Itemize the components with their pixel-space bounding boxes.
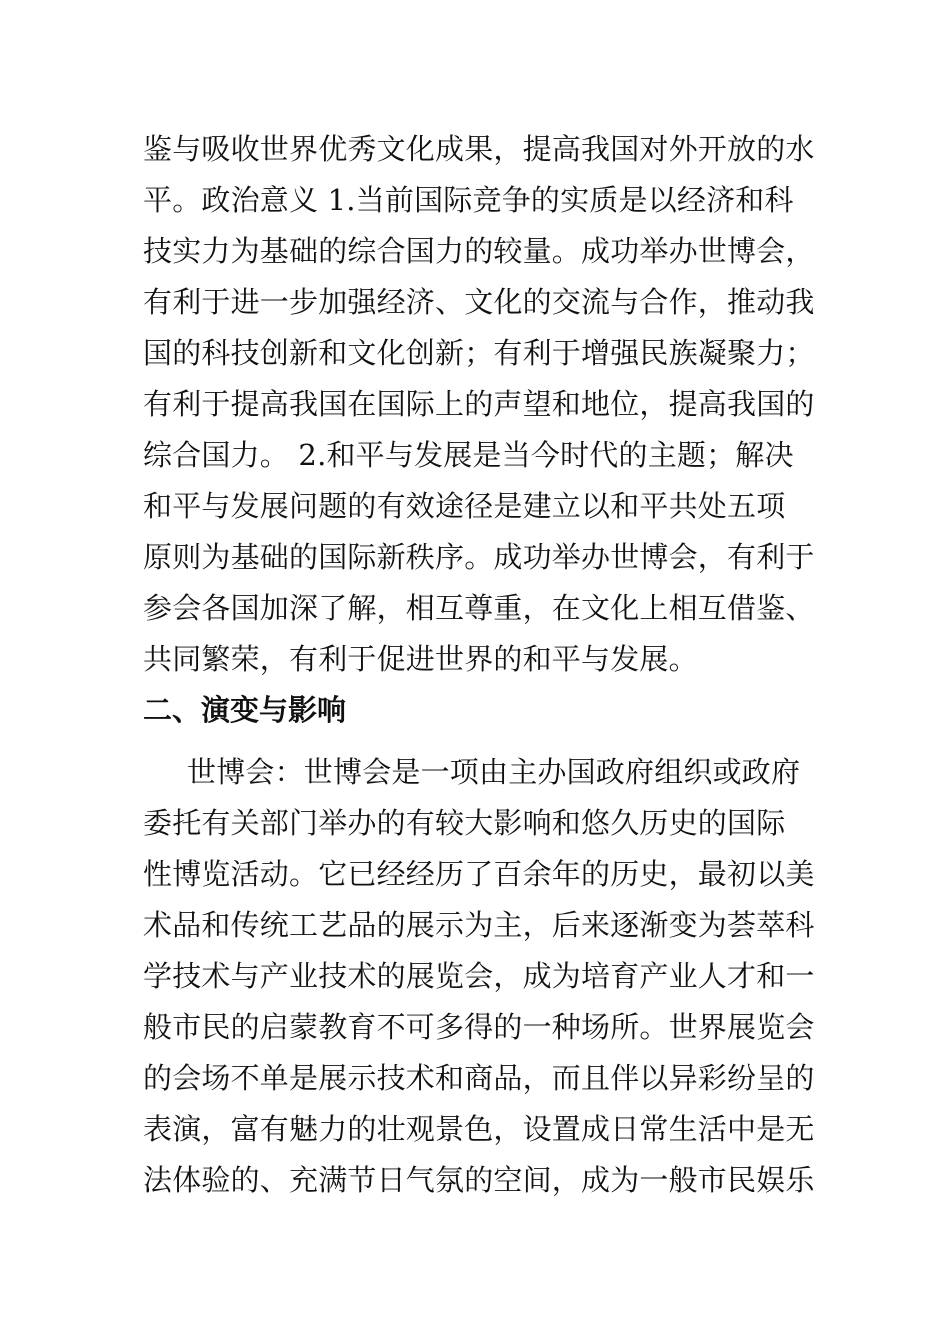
text-line: 的会场不单是展示技术和商品，而且伴以异彩纷呈的 — [143, 1061, 815, 1095]
text-line: 世博会：世博会是一项由主办国政府组织或政府 — [187, 755, 801, 789]
text-line: 性博览活动。它已经经历了百余年的历史，最初以美 — [143, 857, 815, 891]
text-line: 鉴与吸收世界优秀文化成果，提高我国对外开放的水 — [143, 132, 815, 166]
text-line: 委托有关部门举办的有较大影响和悠久历史的国际 — [143, 806, 786, 840]
text-line: 平。政治意义 1.当前国际竞争的实质是以经济和科 — [143, 183, 794, 217]
text-line: 般市民的启蒙教育不可多得的一种场所。世界展览会 — [143, 1010, 815, 1044]
text-line: 参会各国加深了解，相互尊重，在文化上相互借鉴、 — [143, 591, 815, 625]
text-line: 术品和传统工艺品的展示为主，后来逐渐变为荟萃科 — [143, 908, 815, 942]
text-line: 有利于提高我国在国际上的声望和地位，提高我国的 — [143, 387, 815, 421]
text-line: 表演，富有魅力的壮观景色，设置成日常生活中是无 — [143, 1112, 815, 1146]
text-line: 国的科技创新和文化创新；有利于增强民族凝聚力； — [143, 336, 815, 370]
text-line: 法体验的、充满节日气氛的空间，成为一般市民娱乐 — [143, 1163, 815, 1197]
text-line: 有利于进一步加强经济、文化的交流与合作，推动我 — [143, 285, 815, 319]
text-line: 原则为基础的国际新秩序。成功举办世博会，有利于 — [143, 540, 815, 574]
section-heading: 二、演变与影响 — [143, 693, 347, 727]
text-line: 共同繁荣，有利于促进世界的和平与发展。 — [143, 642, 698, 676]
paragraph-2 — [143, 747, 823, 1206]
text-line: 和平与发展问题的有效途径是建立以和平共处五项 — [143, 489, 786, 523]
paragraph-1 — [143, 124, 823, 685]
text-line: 综合国力。 2.和平与发展是当今时代的主题；解决 — [143, 438, 794, 472]
text-line: 技实力为基础的综合国力的较量。成功举办世博会， — [143, 234, 815, 268]
text-line: 学技术与产业技术的展览会，成为培育产业人才和一 — [143, 959, 815, 993]
